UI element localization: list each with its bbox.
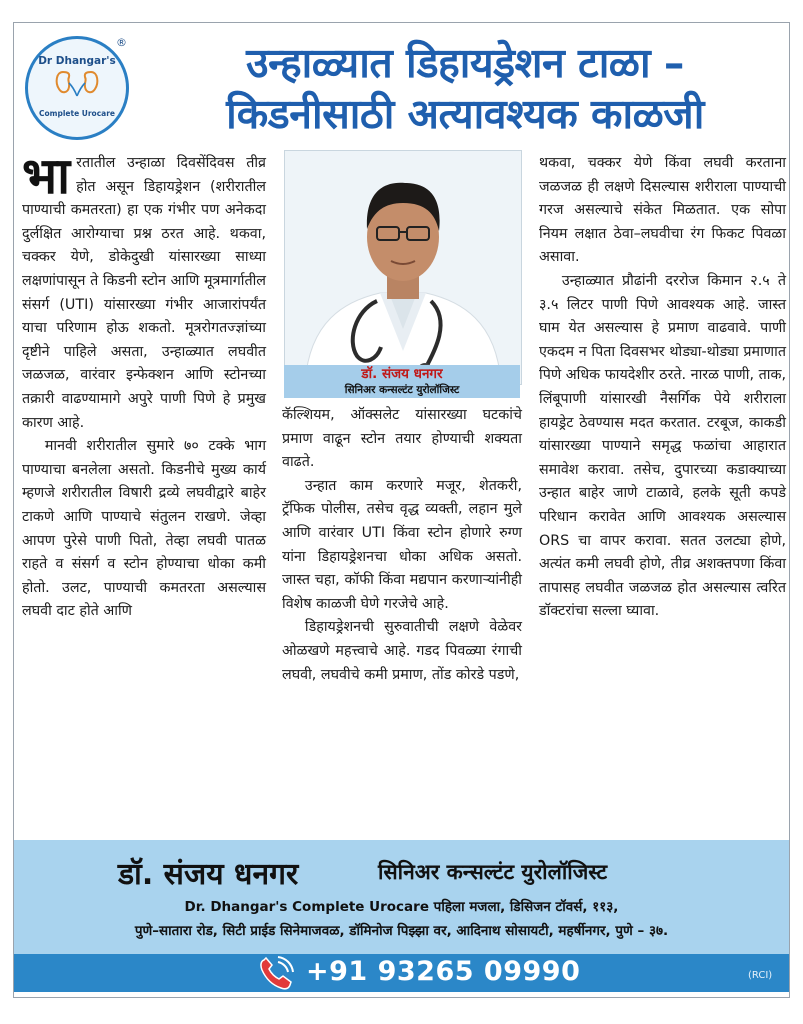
kidney-logo-icon (28, 69, 126, 105)
article-paragraph: कॅल्शियम, ऑक्सलेट यांसारख्या घटकांचे प्रमाण वाढून स्टोन तयार होण्याची शक्यता वाढते. (282, 407, 522, 471)
headline-line-2: किडनीसाठी अत्यावश्यक काळजी (226, 90, 704, 138)
article-paragraph: उन्हाळ्यात प्रौढांनी दररोज किमान २.५ ते ३.५ लिटर पाणी पिणे आवश्यक आहे. जास्त घाम येत असल्यास हे प्रमाण वाढवावे. पाणी एकदम न पिता दिवसभर थोड्या-थोड्या प्रमाणात पिणे अधिक फायदेशीर ठरते. नारळ पाणी, ताक, लिंबूपाणी यांसारखी नैसर्गिक पेये शरीराला हायड्रेट ठेवण्यास मदत करतात. टरबूज, काकडी यांसारख्या पाण्याने समृद्ध फळांचा आहारात समावेश करावा. तसेच, दुपारच्या कडाक्याच्या उन्हात बाहेर जाणे टाळावे, हलके सूती कपडे परिधान करावेत आणि आवश्यक असल्यास ORS चा वापर करावा. सतत उलट्या होणे, अत्यंत कमी लघवी होणे, तीव्र अशक्तपणा किंवा तापासह लघवीत जळजळ होत असल्यास त्वरित डॉक्टरांचा सल्ला घ्यावा. (539, 272, 786, 620)
headline (150, 38, 780, 140)
caption-title: सिनिअर कन्सल्टंट युरोलॉजिस्ट (344, 384, 460, 396)
article-paragraph (22, 147, 266, 435)
article-paragraph: मानवी शरीरातील सुमारे ७० टक्के भाग पाण्याचा बनलेला असतो. किडनीचे मुख्य कार्य म्हणजे शरीरातील विषारी द्रव्ये लघवीद्वारे बाहेर टाकणे आणि पाण्याचे संतुलन राखणे. जेव्हा आपण पुरेसे पाणी पितो, तेव्हा लघवी पातळ राहते व संसर्ग व स्टोन होण्याचा धोका कमी होतो. उलट, पाण्याची कमतरता असल्यास लघवी दाट होते आणि (22, 438, 266, 620)
doctor-photo (284, 150, 522, 385)
phone-number[interactable]: +91 93265 09990 (306, 956, 581, 987)
footer-address-line-2: पुणे–सातारा रोड, सिटी प्राईड सिनेमाजवळ, डॉमिनोज पिझ्झा वर, आदिनाथ सोसायटी, महर्षीनगर, पुणे – ३७. (134, 923, 669, 939)
footer-doctor-name: डॉ. संजय धनगर (118, 857, 299, 892)
logo-bottom-text: Complete Urocare (38, 109, 115, 118)
article-paragraph: डिहायड्रेशनची सुरुवातीची लक्षणे वेळेवर ओळखणे महत्त्वाचे आहे. गडद पिवळ्या रंगाची लघवी, लघवीचे कमी प्रमाण, तोंड कोरडे पडणे, (282, 619, 522, 683)
article-paragraph: उन्हात काम करणारे मजूर, शेतकरी, ट्रॅफिक पोलीस, तसेच वृद्ध व्यक्ती, लहान मुले आणि वारंवार UTI किंवा स्टोन होणारे रुग्ण यांना डिहायड्रेशनचा धोका अधिक असतो. जास्त चहा, कॉफी किंवा मद्यपान करणाऱ्यांनीही विशेष काळजी घेणे गरजेचे आहे. (282, 477, 522, 612)
article-paragraph: थकवा, चक्कर येणे किंवा लघवी करताना जळजळ ही लक्षणे दिसल्यास शरीराला पाण्याची गरज असल्याचे संकेत मिळतात. एक सोपा नियम लक्षात ठेवा–लघवीचा रंग फिकट पिवळा असावा. (539, 155, 786, 266)
caption-name: डॉ. संजय धनगर (361, 366, 443, 382)
registered-mark: ® (116, 36, 127, 49)
headline-line-1: उन्हाळ्यात डिहायड्रेशन टाळा – (246, 39, 684, 87)
paragraph-text: रतातील उन्हाळा दिवसेंदिवस तीव्र होत असून डिहायड्रेशन (शरीरातील पाण्याची कमतरता) हा एक गंभीर पण अनेकदा दुर्लक्षित आरोग्याचा प्रश्न ठरत आहे. थकवा, चक्कर येणे, डोकेदुखी यांसारख्या साध्या लक्षणांपासून ते किडनी स्टोन आणि मूत्रमार्गातील संसर्ग (UTI) यांसारख्या गंभीर आजारांपर्यंत याचा परिणाम होऊ शकतो. मूत्ररोगतज्ज्ञांच्या दृष्टीने पाहिले असता, उन्हाळ्यात लघवीत जळजळ, वारंवार इन्फेक्शन आणि स्टोनच्या तक्रारी वाढण्यामागे अपुरे पाणी पिणे हे प्रमुख कारण आहे. (22, 155, 266, 431)
article-column-1 (22, 147, 266, 624)
photo-caption (284, 365, 520, 398)
drop-cap: भा (22, 147, 71, 205)
logo-top-text: Dr Dhangar's (38, 55, 116, 67)
phone-icon (258, 956, 294, 990)
article-column-3 (539, 152, 786, 624)
clinic-logo (25, 36, 129, 140)
footer-address-line-1: Dr. Dhangar's Complete Urocare पहिला मजला, डिसिजन टॉवर्स, ११३, (184, 899, 619, 915)
rci-mark: (RCI) (748, 970, 773, 981)
article-column-2 (282, 404, 522, 687)
footer-doctor-title: सिनिअर कन्सल्टंट युरोलॉजिस्ट (378, 860, 608, 884)
